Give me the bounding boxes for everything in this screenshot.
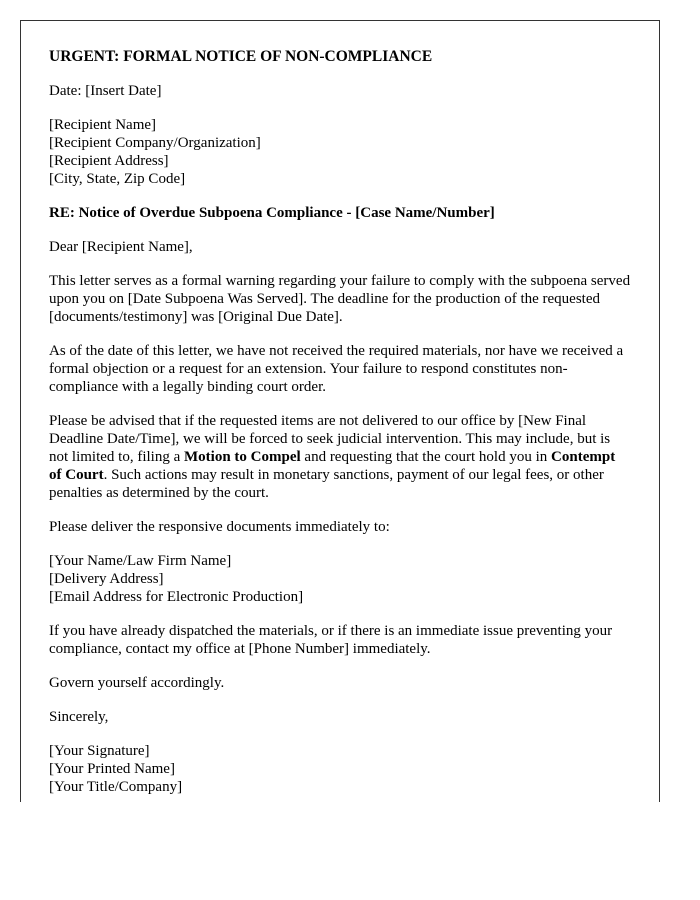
re-line: RE: Notice of Overdue Subpoena Compliance - [Case Name/Number]	[49, 205, 495, 221]
title-company: [Your Title/Company]	[49, 779, 183, 795]
salutation: Dear [Recipient Name],	[49, 239, 193, 255]
contempt-of-court-emphasis: Contempt of Court	[49, 449, 616, 483]
paragraph-consequences	[49, 412, 631, 502]
paragraph-non-compliance: As of the date of this letter, we have not received the required materials, nor have we received a formal objection or a request for an extension. Your failure to respond constitutes non-compliance with a legally binding court order.	[49, 343, 624, 395]
letter-title: URGENT: FORMAL NOTICE OF NON-COMPLIANCE	[49, 48, 433, 65]
consequences-text-2: and requesting that the court hold you in	[300, 449, 552, 465]
recipient-name: [Recipient Name]	[49, 117, 157, 133]
delivery-address: [Delivery Address]	[49, 571, 164, 587]
sign-off: Sincerely,	[49, 709, 109, 725]
paragraph-overdue-warning: This letter serves as a formal warning regarding your failure to comply with the subpoena served upon you on [Date Subpoena Was Served]. The deadline for the production of the requested [documents/testimony] was [Original Due Date].	[49, 273, 631, 325]
paragraph-contact: If you have already dispatched the materials, or if there is an immediate issue preventing your compliance, contact my office at [Phone Number] immediately.	[49, 623, 613, 657]
date-line: Date: [Insert Date]	[49, 83, 162, 99]
delivery-address-block	[49, 552, 631, 606]
letter-page	[20, 20, 660, 802]
delivery-firm-name: [Your Name/Law Firm Name]	[49, 553, 232, 569]
signature-block	[49, 742, 631, 796]
consequences-text-1: Please be advised that if the requested items are not delivered to our office by [New Final Deadline Date/Time], we will be forced to seek judicial intervention. This may include, but is not limited to, filing a	[49, 413, 611, 465]
closing-remark: Govern yourself accordingly.	[49, 675, 225, 691]
recipient-address: [Recipient Address]	[49, 153, 169, 169]
signature: [Your Signature]	[49, 743, 150, 759]
consequences-text-3: . Such actions may result in monetary sanctions, payment of our legal fees, or other penalties as determined by the court.	[49, 467, 604, 501]
delivery-intro: Please deliver the responsive documents immediately to:	[49, 519, 390, 535]
printed-name: [Your Printed Name]	[49, 761, 175, 777]
motion-to-compel-emphasis: Motion to Compel	[184, 449, 301, 465]
delivery-email: [Email Address for Electronic Production]	[49, 589, 304, 605]
recipient-company: [Recipient Company/Organization]	[49, 135, 261, 151]
recipient-block	[49, 116, 631, 188]
recipient-city-state-zip: [City, State, Zip Code]	[49, 171, 186, 187]
